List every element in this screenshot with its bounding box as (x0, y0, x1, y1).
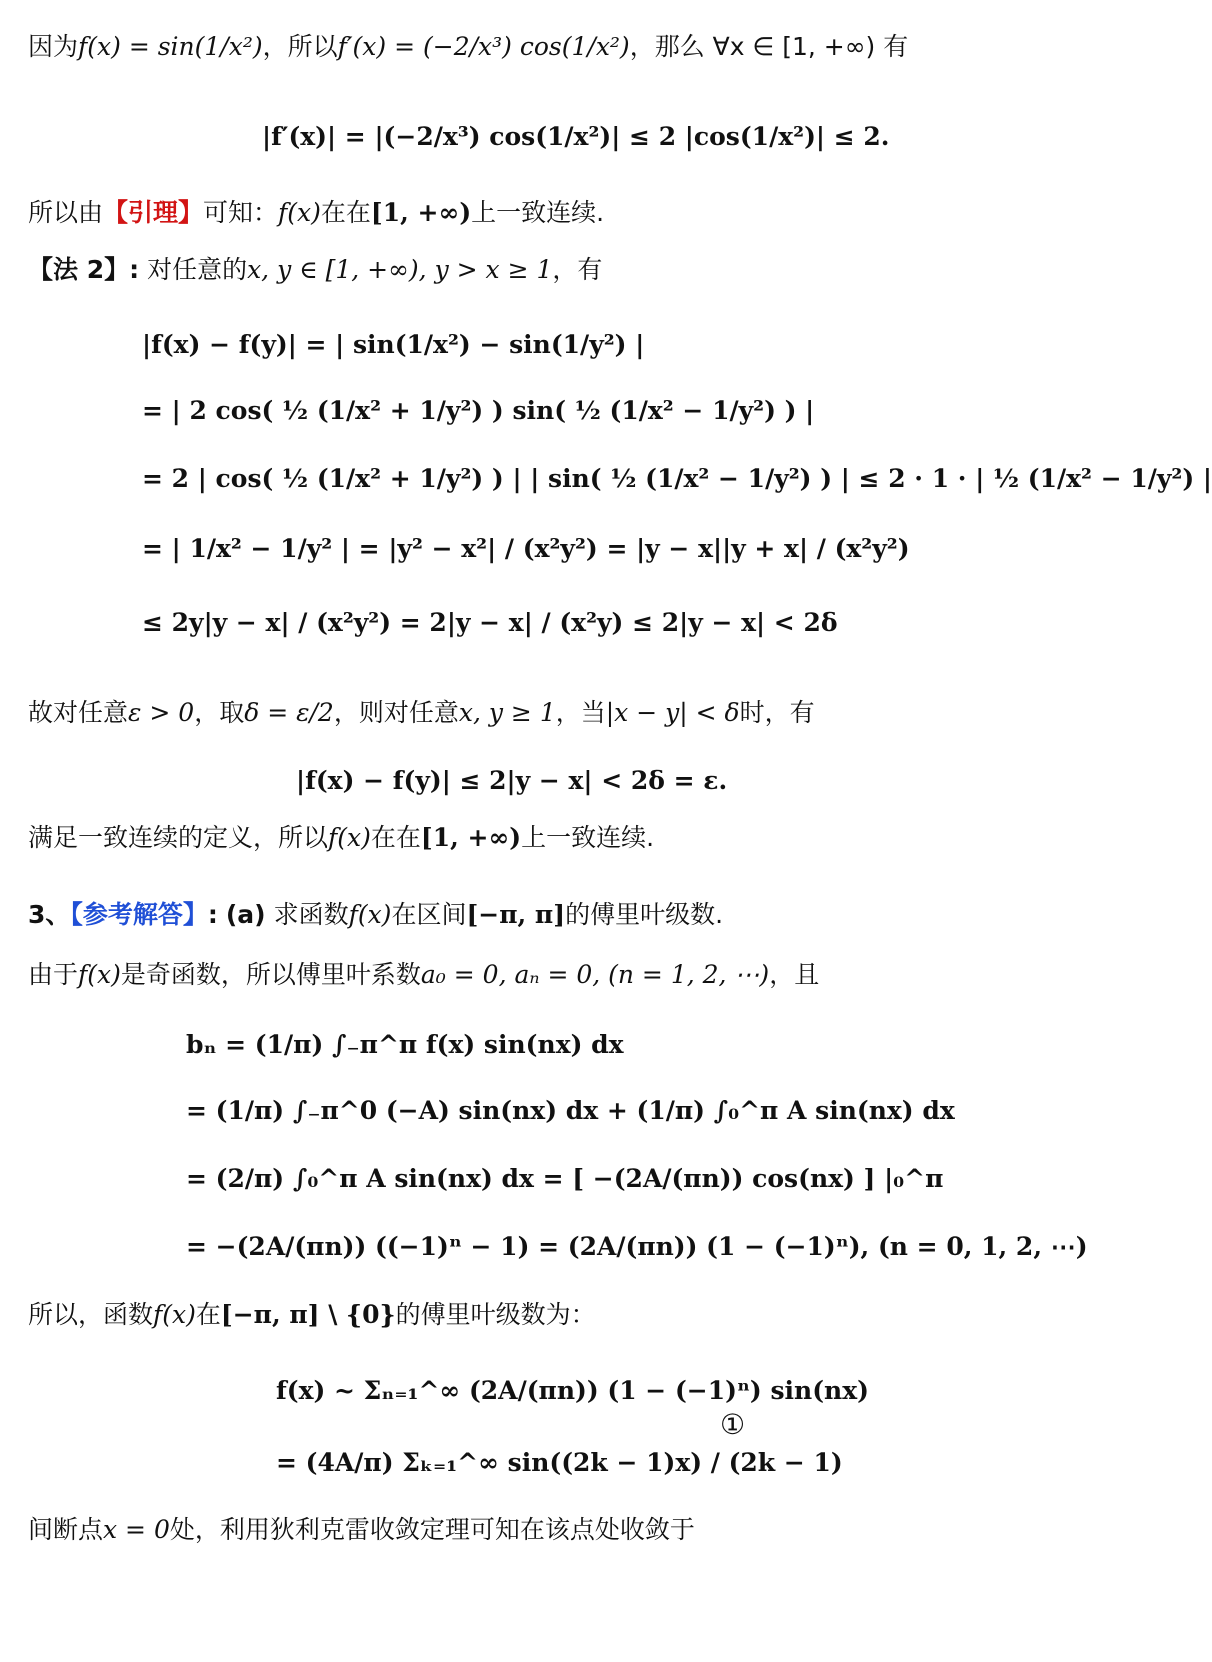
paragraph-7 (28, 958, 819, 992)
p1-f-definition: f(x) = sin(1/x²) (78, 32, 263, 61)
series-line-1: f(x) ~ Σₙ₌₁^∞ (2A/(πn)) (1 − (−1)ⁿ) sin(nx) (276, 1376, 869, 1405)
p5-fx: f(x) (328, 823, 371, 852)
p5-text-a: 满足一致连续的定义，所以 (28, 823, 329, 852)
p8-text-b: 在 (195, 1300, 221, 1329)
p4-text-c: ，则对任意 (333, 698, 459, 727)
p7-coefficients: a₀ = 0, aₙ = 0, (n = 1, 2, ⋯) (420, 960, 770, 989)
p5-text-c: 上一致连续. (521, 823, 655, 852)
p8-text-c: 的傅里叶级数为： (395, 1300, 596, 1329)
p1-text-c: ，那么 ∀x ∈ [1, +∞) 有 (629, 32, 909, 61)
p4-delta: δ = ε/2 (244, 698, 334, 727)
p6-fx: f(x) (348, 900, 392, 929)
p5-interval: [1, +∞) (420, 823, 522, 852)
paragraph-6 (28, 898, 723, 932)
problem-number: 3、 (28, 900, 71, 929)
paragraph-4 (28, 696, 815, 730)
series-line-2: = (4A/π) Σₖ₌₁^∞ sin((2k − 1)x) / (2k − 1) (276, 1448, 843, 1477)
p9-discontinuity: x = 0 (103, 1515, 170, 1544)
p2-fx: f(x) (278, 198, 321, 227)
paragraph-1 (28, 30, 908, 64)
p6-colon: : (207, 900, 218, 929)
p4-condition: |x − y| < δ (605, 698, 740, 727)
equation-number-marker: ① (720, 1408, 746, 1441)
paragraph-3 (28, 253, 602, 287)
p2-interval: [1, +∞) (370, 198, 472, 227)
paragraph-9 (28, 1513, 695, 1547)
paragraph-2 (28, 196, 604, 230)
p7-text-c: ，且 (769, 960, 820, 989)
p2-text-a: 所以由 (28, 198, 104, 227)
p3-condition: x, y ∈ [1, +∞), y > x ≥ 1 (247, 255, 553, 284)
p8-set: [−π, π] \ {0} (220, 1300, 396, 1329)
derivation-2-line-4: = −(2A/(πn)) ((−1)ⁿ − 1) = (2A/(πn)) (1 − (−1)ⁿ), (n = 0, 1, 2, ⋯) (186, 1232, 1088, 1261)
p8-fx: f(x) (153, 1300, 196, 1329)
p8-text-a: 所以，函数 (28, 1300, 154, 1329)
p4-text-d: ，当 (555, 698, 606, 727)
p2-text-d: 上一致连续. (471, 198, 605, 227)
derivation-1-line-3: = 2 | cos( ½ (1/x² + 1/y²) ) | | sin( ½ (1/x² − 1/y²) ) | ≤ 2 · 1 · | ½ (1/x² − 1/y²) | (142, 464, 1212, 493)
p1-text-a: 因为 (28, 32, 79, 61)
p3-text: 对任意的 (147, 255, 248, 284)
derivation-2-line-1: bₙ = (1/π) ∫₋π^π f(x) sin(nx) dx (186, 1030, 624, 1059)
part-a-label: (a) (225, 900, 266, 929)
equation-2-line: |f(x) − f(y)| ≤ 2|y − x| < 2δ = ε. (296, 766, 728, 795)
p1-derivative: f′(x) = (−2/x³) cos(1/x²) (337, 32, 630, 61)
p3-end: ，有 (552, 255, 603, 284)
paragraph-8 (28, 1298, 596, 1332)
p5-text-b: 在在 (370, 823, 421, 852)
p2-text-c: 在在 (320, 198, 371, 227)
method-2-label: 【法 2】: (28, 255, 140, 284)
p1-text-b: ，所以 (262, 32, 338, 61)
p6-interval: [−π, π] (466, 900, 566, 929)
p4-text-e: 时，有 (739, 698, 815, 727)
derivation-1-line-2: = | 2 cos( ½ (1/x² + 1/y²) ) sin( ½ (1/x² − 1/y²) ) | (142, 396, 815, 425)
p7-text-b: 是奇函数，所以傅里叶系数 (120, 960, 421, 989)
p4-text-b: ，取 (194, 698, 245, 727)
p6-text-c: 的傅里叶级数. (565, 900, 724, 929)
p2-text-b: 可知： (203, 198, 279, 227)
p4-epsilon: ε > 0 (128, 698, 195, 727)
derivation-1-line-5: ≤ 2y|y − x| / (x²y²) = 2|y − x| / (x²y) ≤ 2|y − x| < 2δ (142, 608, 838, 637)
derivation-2-line-3: = (2/π) ∫₀^π A sin(nx) dx = [ −(2A/(πn)) cos(nx) ] |₀^π (186, 1164, 944, 1193)
p7-fx: f(x) (78, 960, 121, 989)
equation-1-line: |f′(x)| = |(−2/x³) cos(1/x²)| ≤ 2 |cos(1/x²)| ≤ 2. (262, 122, 890, 151)
p4-xy: x, y ≥ 1 (458, 698, 556, 727)
p4-text-a: 故对任意 (28, 698, 129, 727)
p6-text-b: 在区间 (391, 900, 467, 929)
derivation-1-line-1: |f(x) − f(y)| = | sin(1/x²) − sin(1/y²) | (142, 330, 645, 359)
reference-answer-label: 【参考解答】 (70, 900, 208, 929)
p9-text-a: 间断点 (28, 1515, 104, 1544)
derivation-1-line-4: = | 1/x² − 1/y² | = |y² − x²| / (x²y²) = |y − x||y + x| / (x²y²) (142, 534, 910, 563)
p7-text-a: 由于 (28, 960, 79, 989)
lemma-reference: 【引理】 (103, 198, 204, 227)
p9-text-b: 处，利用狄利克雷收敛定理可知在该点处收敛于 (169, 1515, 695, 1544)
derivation-2-line-2: = (1/π) ∫₋π^0 (−A) sin(nx) dx + (1/π) ∫₀^π A sin(nx) dx (186, 1096, 955, 1125)
p6-text-a: 求函数 (273, 900, 349, 929)
paragraph-5 (28, 821, 654, 855)
